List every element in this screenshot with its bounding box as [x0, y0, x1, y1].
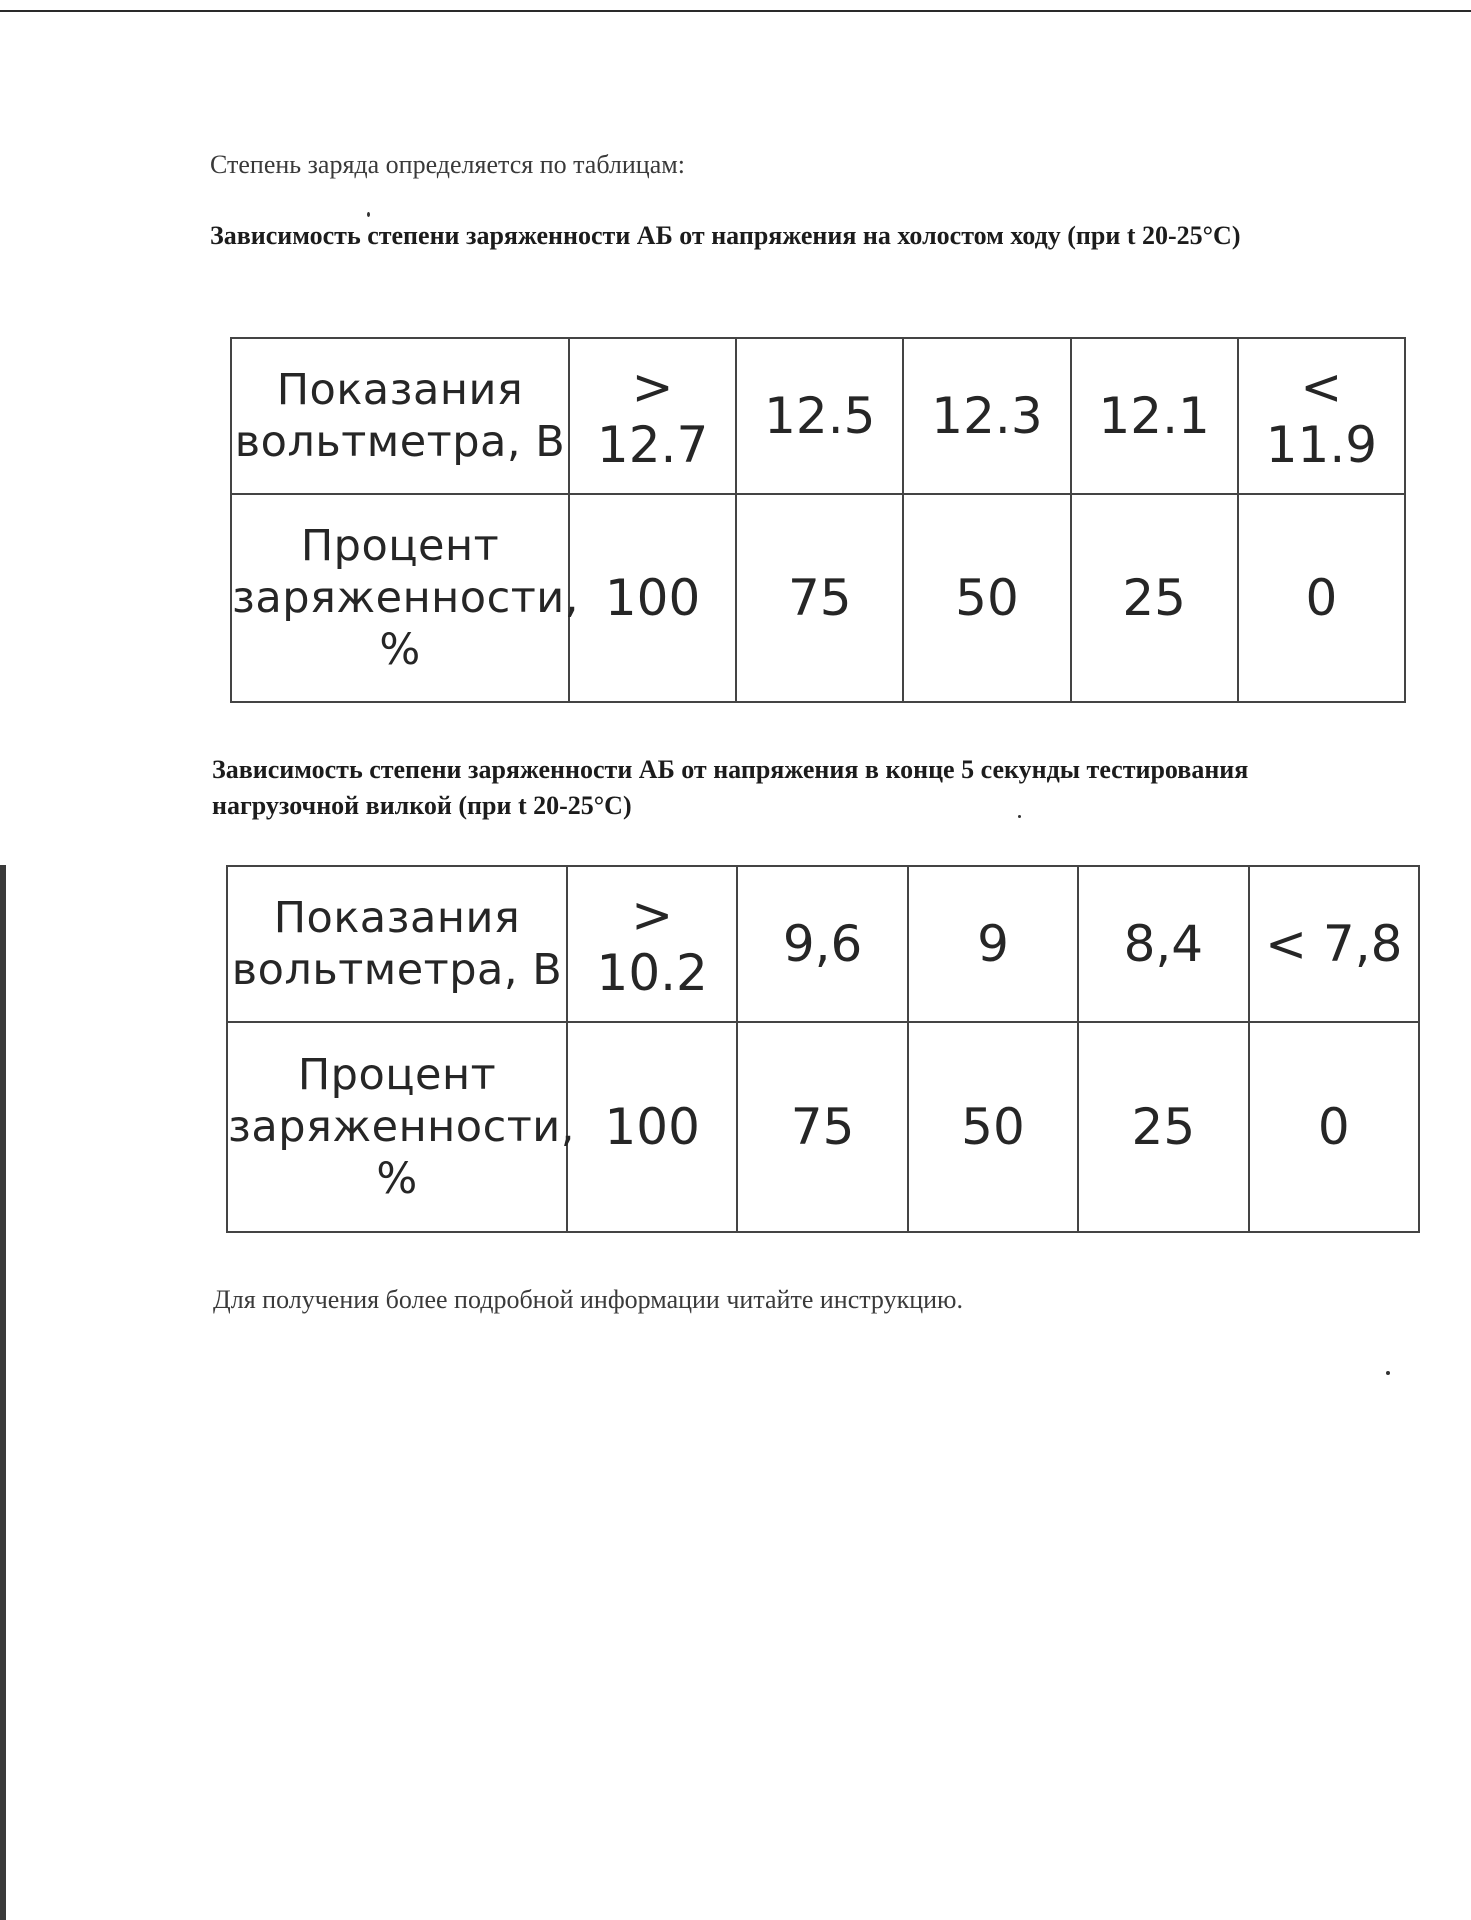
table-cell: 75 — [737, 1022, 907, 1232]
scan-speck — [1386, 1371, 1390, 1375]
scan-top-rule — [0, 10, 1471, 12]
scan-speck — [1018, 815, 1021, 818]
table-cell: 0 — [1249, 1022, 1419, 1232]
table-cell: 100 — [569, 494, 736, 702]
table-cell: 0 — [1238, 494, 1405, 702]
row-header-charge-percent: Процент заряженности, % — [231, 494, 569, 702]
table-cell: < 7,8 — [1249, 866, 1419, 1022]
table-2-caption: Зависимость степени заряженности АБ от напряжения в конце 5 секунды тестирования нагрузочной вилкой (при t 20-25°С) — [212, 755, 1249, 820]
intro-text: Степень заряда определяется по таблицам: — [210, 150, 685, 179]
footer-text: Для получения более подробной информации читайте инструкцию. — [213, 1285, 963, 1314]
table-cell: 12.1 — [1071, 338, 1238, 494]
row-header-charge-percent: Процент заряженности, % — [227, 1022, 567, 1232]
row-header-voltmeter: Показания вольтметра, В — [227, 866, 567, 1022]
row-header-voltmeter: Показания вольтметра, В — [231, 338, 569, 494]
table-cell: 12.3 — [903, 338, 1070, 494]
voltage-open-circuit-table — [230, 337, 1406, 703]
table-cell: > 12.7 — [569, 338, 736, 494]
voltage-load-test-table — [226, 865, 1420, 1233]
table-cell: 8,4 — [1078, 866, 1248, 1022]
scan-left-edge — [0, 865, 6, 1920]
table-row — [231, 494, 1405, 702]
table-row — [227, 866, 1419, 1022]
table-cell: > 10.2 — [567, 866, 737, 1022]
table-row — [231, 338, 1405, 494]
table-cell: 25 — [1071, 494, 1238, 702]
table-cell: 25 — [1078, 1022, 1248, 1232]
table-cell: 9 — [908, 866, 1078, 1022]
table-cell: 9,6 — [737, 866, 907, 1022]
scan-speck — [367, 212, 370, 217]
table-row — [227, 1022, 1419, 1232]
table-cell: 12.5 — [736, 338, 903, 494]
table-cell: 50 — [908, 1022, 1078, 1232]
table-cell: 75 — [736, 494, 903, 702]
table-cell: 50 — [903, 494, 1070, 702]
table-cell: < 11.9 — [1238, 338, 1405, 494]
table-cell: 100 — [567, 1022, 737, 1232]
table-1-caption: Зависимость степени заряженности АБ от напряжения на холостом ходу (при t 20-25°С) — [210, 221, 1241, 250]
